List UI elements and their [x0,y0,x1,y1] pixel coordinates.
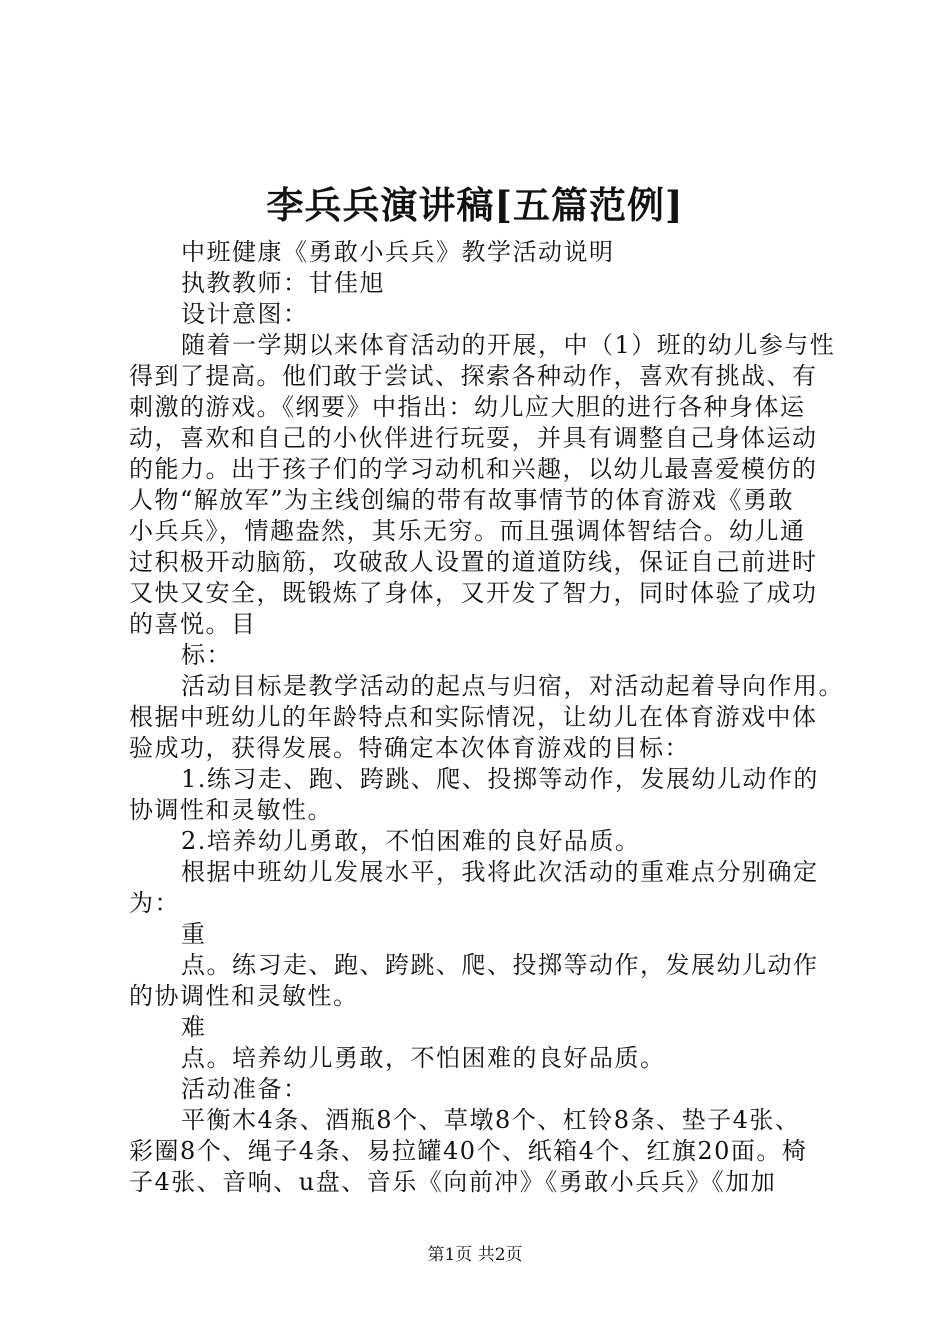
text-line: 刺激的游戏。《纲要》中指出：幼儿应大胆的进行各种身体运 [129,393,806,421]
text-line: 标： [181,641,232,669]
text-line: 又快又安全，既锻炼了身体，又开发了智力，同时体验了成功 [129,579,818,607]
text-line: 小兵兵》，情趣盎然，其乐无穷。而且强调体智结合。幼儿通 [129,517,806,545]
text-line: 2.培养幼儿勇敢，不怕困难的良好品质。 [181,827,641,855]
text-line: 为： [129,889,180,917]
text-line: 根据中班幼儿发展水平，我将此次活动的重难点分别确定 [181,858,819,886]
text-line: 彩圈8个、绳子4条、易拉罐40个、纸箱4个、红旗20面。椅 [129,1137,808,1165]
text-line: 活动目标是教学活动的起点与归宿，对活动起着导向作用。 [181,672,844,700]
text-line: 过积极开动脑筋，攻破敌人设置的道道防线，保证自己前进时 [129,548,818,576]
text-line: 根据中班幼儿的年龄特点和实际情况，让幼儿在体育游戏中体 [129,703,818,731]
text-line: 重 [181,920,207,948]
text-line: 协调性和灵敏性。 [129,796,333,824]
text-line: 难 [181,1013,207,1041]
text-line: 子4张、音响、u盘、音乐《向前冲》《勇敢小兵兵》《加加 [129,1168,777,1196]
text-line: 设计意图： [181,300,309,328]
text-line: 点。练习走、跑、跨跳、爬、投掷等动作，发展幼儿动作 [181,951,819,979]
text-line: 点。培养幼儿勇敢，不怕困难的良好品质。 [181,1044,666,1072]
text-line: 1.练习走、跑、跨跳、爬、投掷等动作，发展幼儿动作的 [181,765,819,793]
text-line: 动，喜欢和自己的小伙伴进行玩耍，并具有调整自己身体运动 [129,424,818,452]
text-line: 活动准备： [181,1075,309,1103]
page-footer: 第1页 共2页 [427,1245,523,1265]
text-line: 的协调性和灵敏性。 [129,982,359,1010]
text-line: 人物“解放军”为主线创编的带有故事情节的体育游戏《勇敢 [129,486,795,514]
document-title: 李兵兵演讲稿[五篇范例] [266,183,684,227]
text-line: 的能力。出于孩子们的学习动机和兴趣，以幼儿最喜爱模仿的 [129,455,818,483]
text-line: 中班健康《勇敢小兵兵》教学活动说明 [181,238,615,266]
text-line: 平衡木4条、酒瓶8个、草墩8个、杠铃8条、垫子4张、 [181,1106,801,1134]
text-line: 验成功，获得发展。特确定本次体育游戏的目标： [129,734,690,762]
text-line: 得到了提高。他们敢于尝试、探索各种动作，喜欢有挑战、有 [129,362,818,390]
document-body [129,237,844,1198]
text-line: 随着一学期以来体育活动的开展，中（1）班的幼儿参与性 [181,331,836,359]
text-line: 执教教师：甘佳旭 [181,269,385,297]
text-line: 的喜悦。目 [129,610,257,638]
